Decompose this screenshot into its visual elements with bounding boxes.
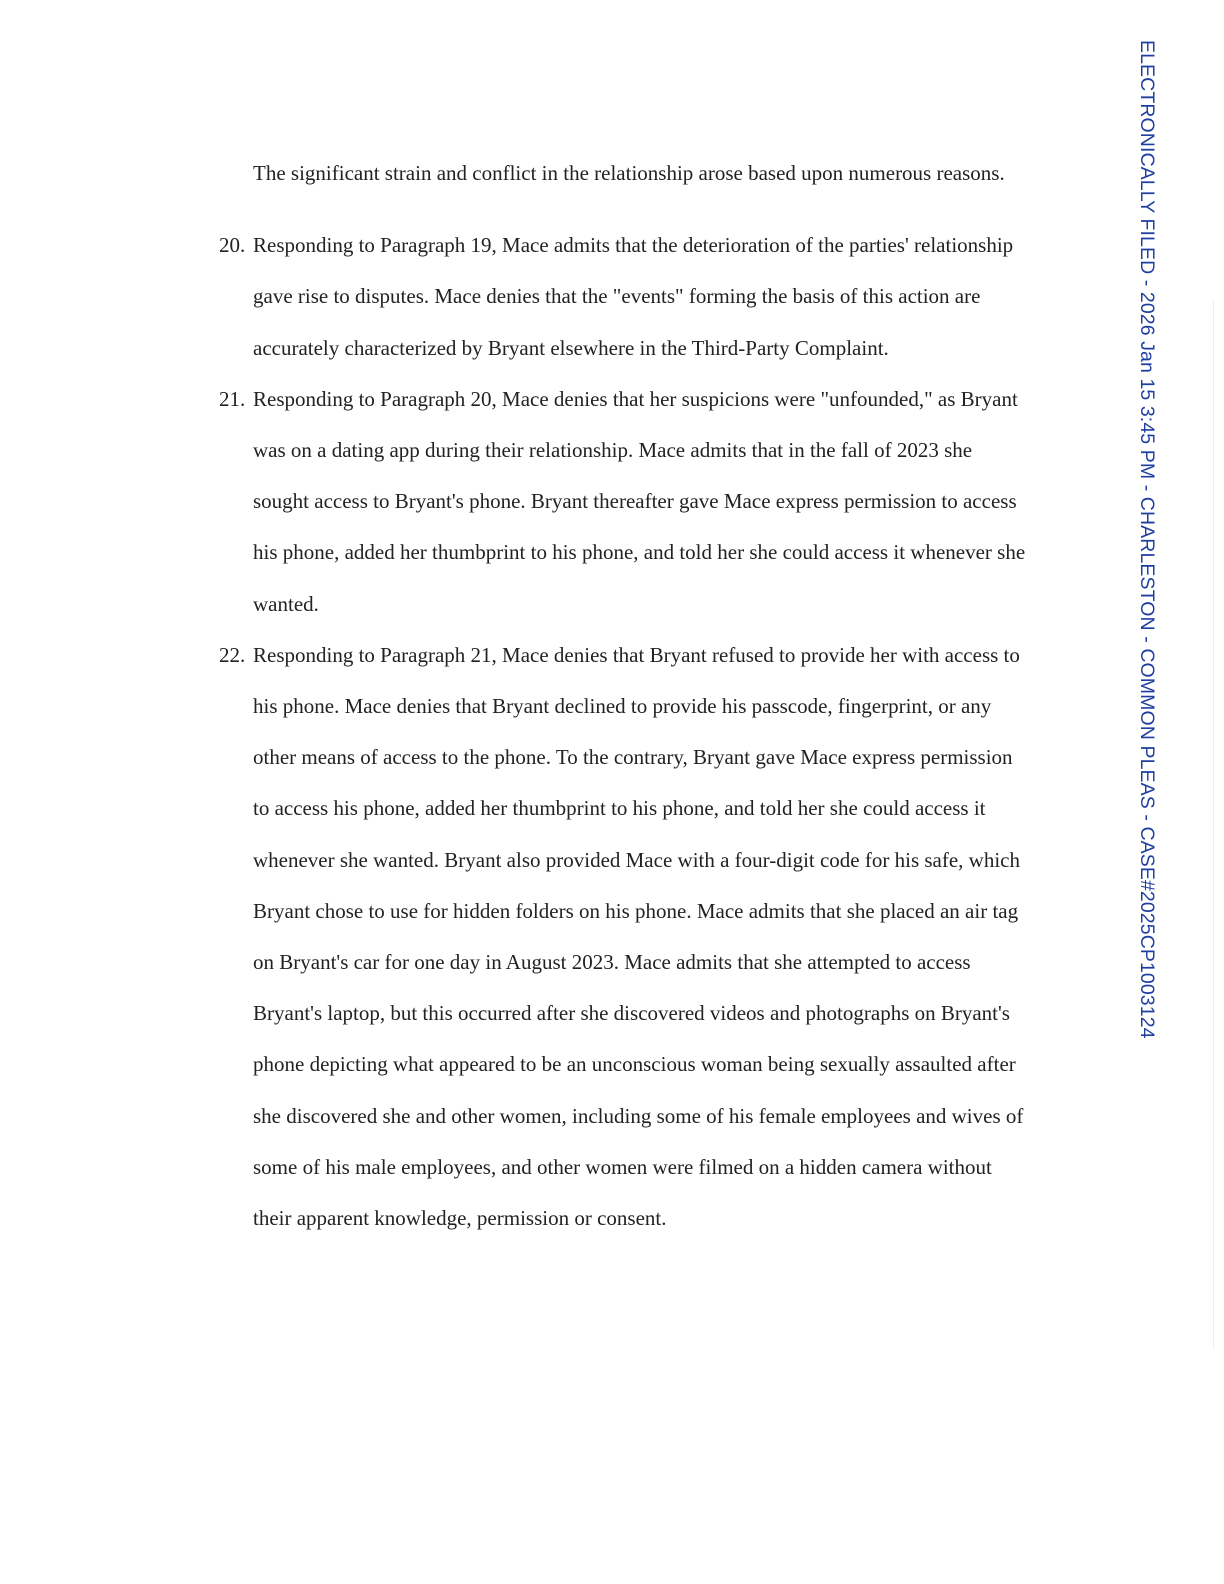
paragraph-number: 20. (219, 233, 246, 258)
electronic-filing-stamp: ELECTRONICALLY FILED - 2026 Jan 15 3:45 PM - CHARLESTON - COMMON PLEAS - CASE#2025CP1003124 (1136, 40, 1158, 1039)
paragraph-number: 21. (219, 386, 246, 411)
numbered-paragraph-20 (219, 220, 1031, 374)
paragraph-text: Responding to Paragraph 21, Mace denies that Bryant refused to provide her with access to his phone. Mace denies that Bryant declined to provide his passcode, fingerprint, or any other means of access to the phone. To the contrary, Bryant gave Mace express permission to access his phone, added her thumbprint to his phone, and told her she could access it whenever she wanted. Bryant also provided Mace with a four-digit code for his safe, which Bryant chose to use for hidden folders on his phone. Mace admits that she placed an air tag on Bryant's car for one day in August 2023. Mace admits that she attempted to access Bryant's laptop, but this occurred after she discovered videos and photographs on Bryant's phone depicting what appeared to be an unconscious woman being sexually assaulted after she discovered she and other women, including some of his female employees and wives of some of his male employees, and other women were filmed on a hidden camera without their apparent knowledge, permission or consent. (253, 642, 1024, 1231)
numbered-paragraph-21 (219, 374, 1031, 630)
continuation-paragraph: The significant strain and conflict in the relationship arose based upon numerous reasons. (253, 161, 1005, 185)
paragraph-number: 22. (219, 642, 246, 667)
paragraph-text: Responding to Paragraph 19, Mace admits that the deterioration of the parties' relationship gave rise to disputes. Mace denies that the "events" forming the basis of this action are accurately characterized by Bryant elsewhere in the Third-Party Complaint. (253, 233, 1014, 360)
scan-edge-line (1213, 300, 1214, 1350)
numbered-paragraph-22 (219, 630, 1031, 1244)
paragraph-text: Responding to Paragraph 20, Mace denies that her suspicions were "unfounded," as Bryant was on a dating app during their relationship. Mace admits that in the fall of 2023 she sought access to Bryant's phone. Bryant thereafter gave Mace express permission to access his phone, added her thumbprint to his phone, and told her she could access it whenever she wanted. (253, 386, 1026, 616)
document-body (219, 127, 1031, 1244)
